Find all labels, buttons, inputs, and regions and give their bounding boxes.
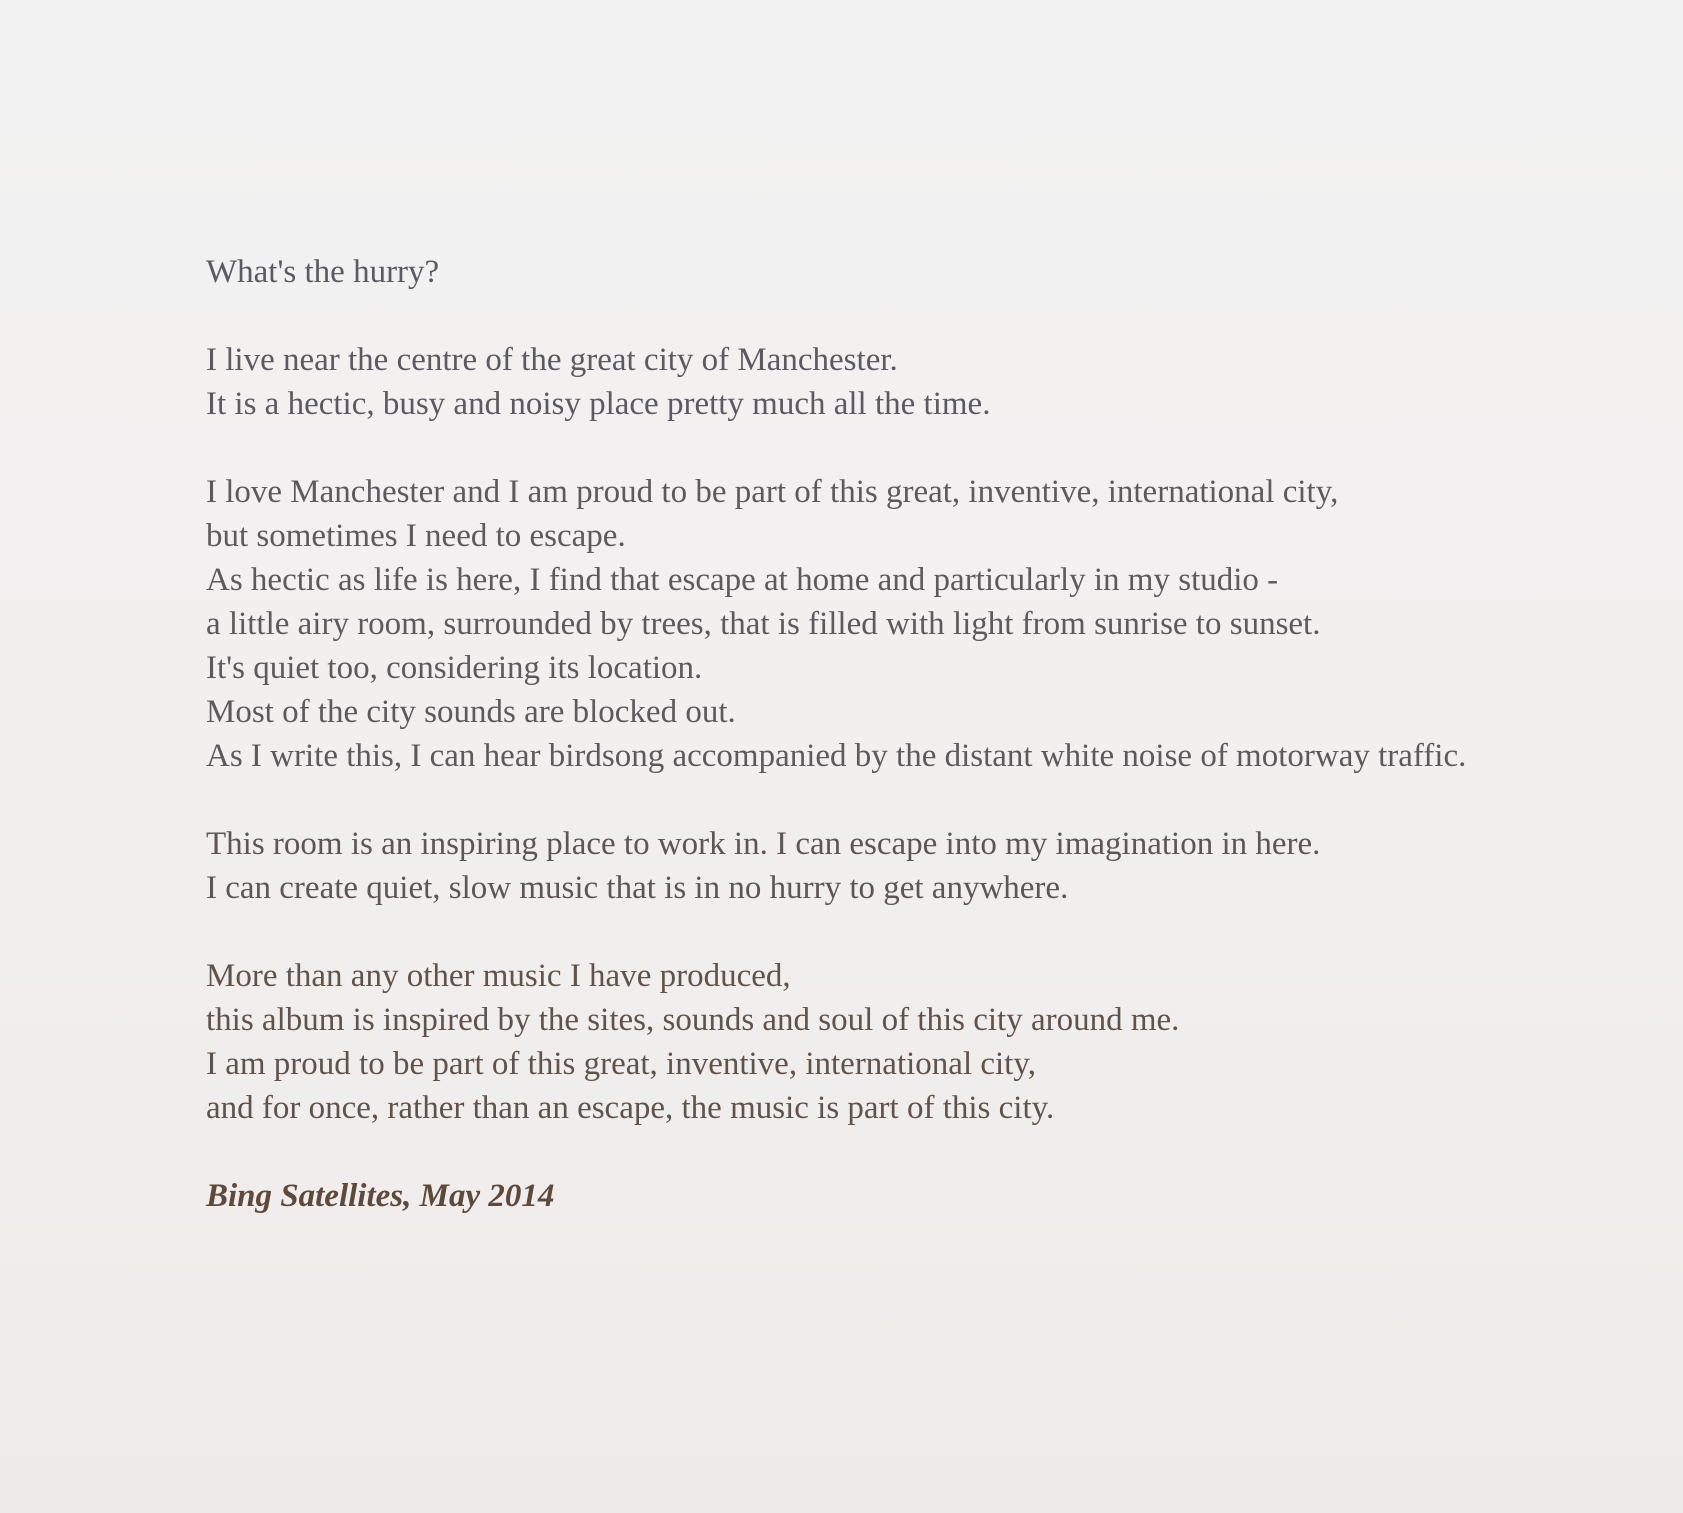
paragraph-3 [206,822,1506,910]
paragraph-4 [206,954,1506,1130]
text-line: this album is inspired by the sites, sounds and soul of this city around me. [206,1002,1180,1038]
text-line: It's quiet too, considering its location. [206,650,703,686]
signature: Bing Satellites, May 2014 [206,1178,555,1214]
text-line: I love Manchester and I am proud to be part of this great, inventive, international city, [206,474,1339,510]
document-title: What's the hurry? [206,254,440,290]
text-line: and for once, rather than an escape, the music is part of this city. [206,1090,1055,1126]
liner-notes-text [206,250,1506,1218]
text-line: I am proud to be part of this great, inventive, international city, [206,1046,1036,1082]
text-line: It is a hectic, busy and noisy place pretty much all the time. [206,386,991,422]
text-line: Most of the city sounds are blocked out. [206,694,736,730]
text-line: As I write this, I can hear birdsong accompanied by the distant white noise of motorway traffic. [206,738,1467,774]
text-line: As hectic as life is here, I find that escape at home and particularly in my studio - [206,562,1279,598]
text-line: I live near the centre of the great city of Manchester. [206,342,898,378]
paragraph-2 [206,470,1506,778]
text-line: a little airy room, surrounded by trees, that is filled with light from sunrise to sunset. [206,606,1321,642]
text-line: but sometimes I need to escape. [206,518,626,554]
text-line: This room is an inspiring place to work in. I can escape into my imagination in here. [206,826,1321,862]
text-line: I can create quiet, slow music that is in no hurry to get anywhere. [206,870,1069,906]
paragraph-1 [206,338,1506,426]
text-line: More than any other music I have produced, [206,958,791,994]
